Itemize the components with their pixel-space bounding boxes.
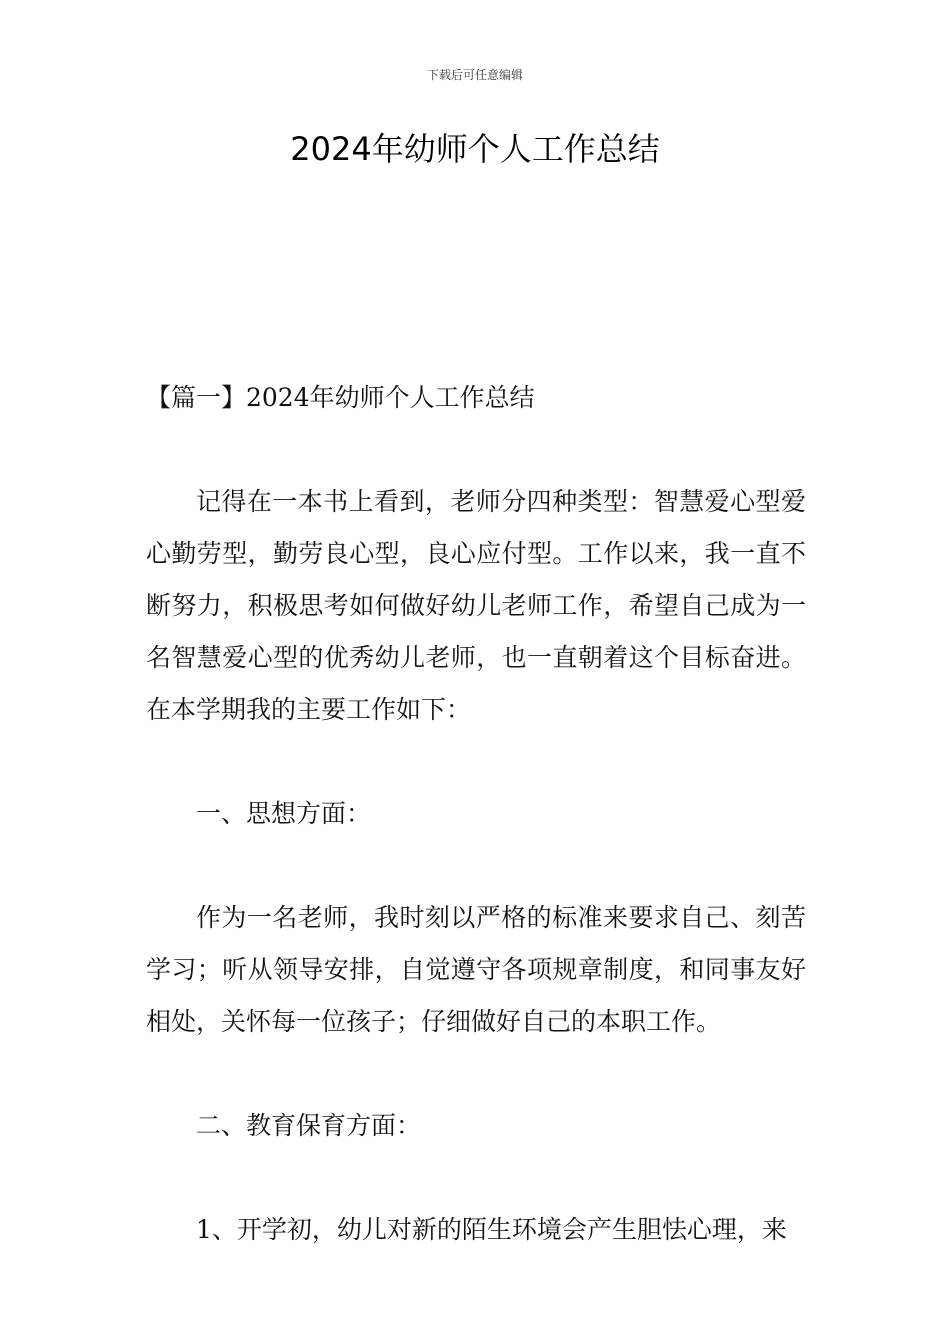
paragraph-spacer: [146, 736, 806, 788]
paragraph-spacer: [146, 840, 806, 892]
paragraph-education-1: 1、开学初，幼儿对新的陌生环境会产生胆怯心理，来: [196, 1215, 787, 1244]
document-title: 2024年幼师个人工作总结: [290, 130, 660, 168]
document-body: [146, 372, 806, 1256]
subheading-thought: 一、思想方面：: [196, 799, 372, 828]
subheading-education: 二、教育保育方面：: [196, 1111, 422, 1140]
page-header-note: 下载后可任意编辑: [426, 68, 523, 82]
paragraph-thought: 作为一名老师，我时刻以严格的标准来要求自己、刻苦学习；听从领导安排，自觉遵守各项规章制度，和同事友好相处，关怀每一位孩子；仔细做好自己的本职工作。: [146, 903, 806, 1036]
section-heading: 【篇一】2024年幼师个人工作总结: [146, 383, 535, 412]
paragraph-spacer: [146, 1048, 806, 1100]
paragraph-intro: 记得在一本书上看到，老师分四种类型：智慧爱心型爱心勤劳型，勤劳良心型，良心应付型。工作以来，我一直不断努力，积极思考如何做好幼儿老师工作，希望自己成为一名智慧爱心型的优秀幼儿老师，也一直朝着这个目标奋进。在本学期我的主要工作如下：: [146, 487, 806, 724]
paragraph-spacer: [146, 1152, 806, 1204]
paragraph-spacer: [146, 424, 806, 476]
